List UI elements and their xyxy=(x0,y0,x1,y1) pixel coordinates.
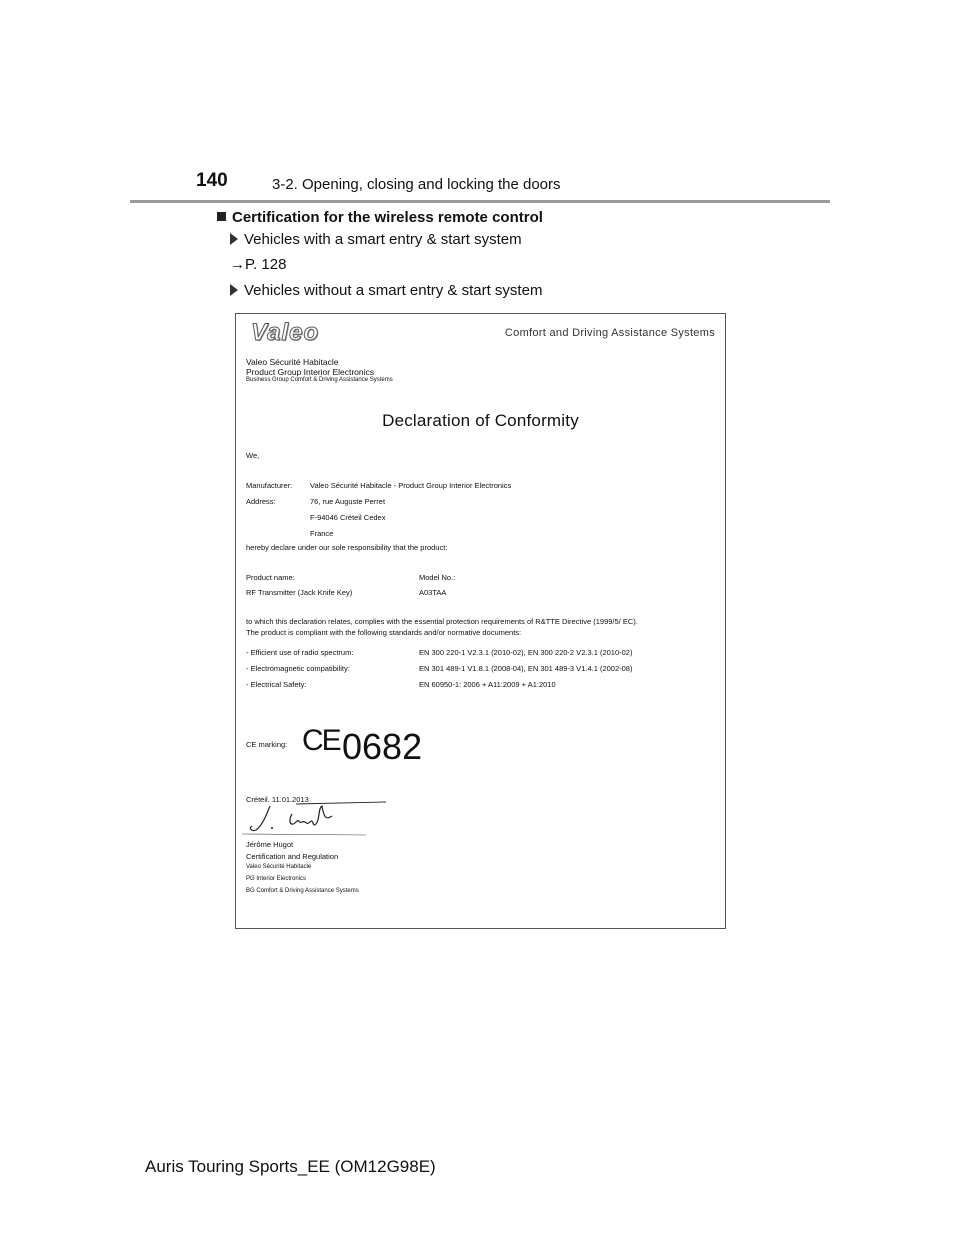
heading-text: Certification for the wireless remote control xyxy=(232,209,543,226)
we-text: We, xyxy=(246,451,260,460)
product-name-label: Product name: xyxy=(246,573,295,582)
triangle-bullet-icon xyxy=(230,284,238,296)
bullet-smart-entry xyxy=(230,231,522,248)
standard-value: EN 301 489-1 V1.8.1 (2008-04), EN 301 489-3 V1.4.1 (2002-08) xyxy=(419,664,633,673)
valeo-logo: Valeo xyxy=(251,319,320,346)
page-number: 140 xyxy=(196,170,228,191)
address-line: F-94046 Créteil Cedex xyxy=(310,513,386,522)
place-date: Créteil. 11.01.2013 xyxy=(246,795,309,804)
signature xyxy=(236,798,396,838)
section-title: 3-2. Opening, closing and locking the doors xyxy=(272,176,561,193)
tagline: Comfort and Driving Assistance Systems xyxy=(504,327,715,339)
address-label: Address: xyxy=(246,497,276,506)
standard-label: - Electromagnetic compatibility: xyxy=(246,664,350,673)
signatory-org: Valeo Sécurité Habitacle xyxy=(246,864,312,870)
page-reference-link[interactable]: →P. 128 xyxy=(230,256,287,273)
bullet-text: Vehicles with a smart entry & start system xyxy=(244,231,522,248)
standard-label: - Efficient use of radio spectrum: xyxy=(246,648,354,657)
address-line: 76, rue Auguste Perret xyxy=(310,497,386,506)
ce-marking-label: CE marking: xyxy=(246,740,288,749)
compliance-text: The product is compliant with the following standards and/or normative documents: xyxy=(246,628,522,637)
address-line: France xyxy=(310,529,334,538)
manufacturer-value: Valeo Sécurité Habitacle - Product Group Interior Electronics xyxy=(310,481,512,490)
signatory-org: PG Interior Electronics xyxy=(246,876,307,882)
org-line: Business Group Comfort & Driving Assistance Systems xyxy=(246,377,393,383)
model-number: A03TAA xyxy=(419,588,447,597)
org-line: Product Group Interior Electronics xyxy=(246,367,375,377)
declaration-title: Declaration of Conformity xyxy=(382,411,579,430)
bullet-text: Vehicles without a smart entry & start system xyxy=(244,282,543,299)
square-bullet-icon xyxy=(217,212,226,221)
triangle-bullet-icon xyxy=(230,233,238,245)
footer-model: Auris Touring Sports_EE (OM12G98E) xyxy=(145,1157,436,1176)
ce-notified-body-number: 0682 xyxy=(342,726,423,767)
bullet-no-smart-entry xyxy=(230,282,542,299)
compliance-text: to which this declaration relates, complies with the essential protection requirements of R&TTE Directive (1999/5/ EC). xyxy=(246,617,638,626)
org-line: Valeo Sécurité Habitacle xyxy=(246,357,339,367)
model-label: Model No.: xyxy=(419,573,456,582)
manufacturer-label: Manufacturer: xyxy=(246,481,293,490)
standard-value: EN 300 220-1 V2.3.1 (2010-02), EN 300 220-2 V2.3.1 (2010-02) xyxy=(419,648,633,657)
certification-heading xyxy=(217,209,543,226)
header-rule xyxy=(130,200,830,203)
signatory-org: BG Comfort & Driving Assistance Systems xyxy=(246,888,359,894)
standard-value: EN 60950-1: 2006 + A11:2009 + A1:2010 xyxy=(419,680,556,689)
product-name: RF Transmitter (Jack Knife Key) xyxy=(246,588,353,597)
declare-text: hereby declare under our sole responsibility that the product: xyxy=(246,543,448,552)
declaration-document xyxy=(235,313,726,929)
standard-label: - Electrical Safety: xyxy=(246,680,307,689)
signatory-name: Jérôme Hugot xyxy=(246,840,294,849)
signatory-title: Certification and Regulation xyxy=(246,852,339,861)
ce-mark-icon: CE xyxy=(302,724,340,757)
